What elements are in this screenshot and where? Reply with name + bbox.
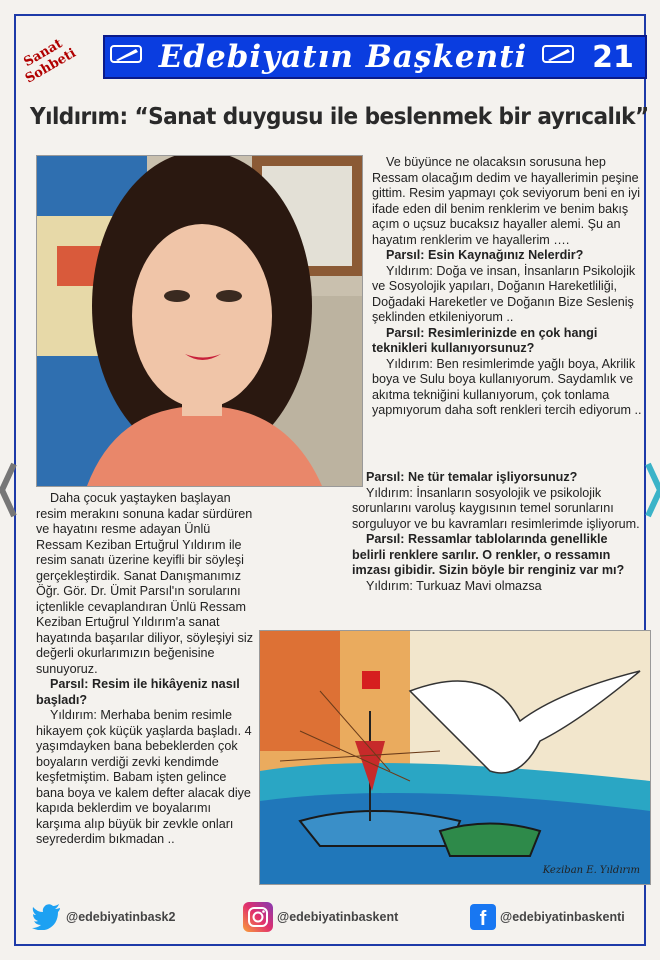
painting-signature: Keziban E. Yıldırım [542,865,640,876]
next-page-arrow-icon[interactable] [644,460,660,520]
interview-answer: Yıldırım: Ben resimlerimde yağlı boya, Akrilik boya ve Sulu boya kullanıyorum. Saydamlık ve akıtma tekniğini kullanıyorum, çok tonlama yapmıyorum daha soft renkleri tercih ediyorum .. [372,356,642,417]
magazine-title: Edebiyatın Başkenti [158,39,528,75]
interview-question: Parsıl: Resimlerinizde en çok hangi teknikleri kullanıyorsunuz? [372,325,598,355]
facebook-link[interactable] [470,900,625,934]
facebook-handle: @edebiyatinbaskenti [500,910,625,924]
section-ribbon: Sanat Sohbeti [21,36,79,87]
article-left-column [36,491,254,848]
article-paragraph: Ve büyünce ne olacaksın sorusuna hep Ressam olacağım dedim ve hayallerimin peşine gittim. Resim yapmayı çok seviyorum beni en iyi ifade eden dil benim renklerim ve benim bakış açım o uçsuz bucaksız hayaller alemi. Şu an hayatım renklerim ve hayallerim …. [372,155,641,247]
interview-question: Parsıl: Resim ile hikâyeniz nasıl başladı? [36,677,240,707]
article-right-column-lower [352,470,644,594]
twitter-handle: @edebiyatinbask2 [66,910,176,924]
quill-pen-icon [537,43,581,71]
twitter-icon [32,902,62,932]
interview-answer: Yıldırım: İnsanların sosyolojik ve psikolojik sorunlarını varoluş kaygısının temel sorunlarını sorguluyor ve bu kavramları resimlerimde işliyorum. [352,485,640,531]
artwork-painting-image [259,630,651,885]
interview-answer: Yıldırım: Doğa ve insan, İnsanların Psikolojik ve Sosyolojik yapıları, Doğanın Hareketliliği, Doğadaki Hareketler ve Doğanın Bize Sesleniş şeklinden etkileniyorum .. [372,263,636,324]
instagram-icon [243,902,273,932]
interview-question: Parsıl: Esin Kaynağınız Nelerdir? [386,248,584,262]
article-headline: Yıldırım: “Sanat duygusu ile beslenmek bir ayrıcalık” [30,104,649,130]
instagram-link[interactable] [243,900,398,934]
interview-question: Parsıl: Ne tür temalar işliyorsunuz? [366,470,578,484]
twitter-link[interactable] [32,900,175,934]
article-intro-paragraph: Daha çocuk yaştayken başlayan resim merakını sonuna kadar sürdüren ve hayatını resme adayan Ünlü Ressam Keziban Ertuğrul Yıldırım ile resim sanatı üzerine keyifli bir söyleşi gerçekleştirdik. Sanat Danışmanımız Öğr. Gör. Dr. Ümit Parsıl'ın sorularını içtenlikle cevaplandıran Ünlü Ressam Keziban Ertuğrul Yıldırım'a sanat hayatında başarılar diliyor, söyleşiyi siz değerli okurlarımızın beğenisine sunuyoruz. [36,491,253,676]
previous-page-arrow-icon[interactable] [0,460,18,520]
page-number: 21 [592,39,634,75]
facebook-icon: f [470,904,496,930]
interview-question: Parsıl: Ressamlar tablolarında genellikle belirli renklere sarılır. O renkler, o ressamın imzası gibidir. Sizin böyle bir renginiz var mı? [352,532,625,577]
instagram-handle: @edebiyatinbaskent [277,910,399,924]
quill-pen-icon [105,43,149,71]
magazine-banner [103,35,647,79]
interview-answer: Yıldırım: Turkuaz Mavi olmazsa [366,578,542,593]
article-right-column [372,155,644,419]
interview-answer: Yıldırım: Merhaba benim resimle hikayem çok küçük yaşlarda başladı. 4 yaşımdayken bana bebeklerden çok boyaların verdiği zevki kendimde keşfetmiştim. Babam işten gelince bana boya ve kalem defter alacak diye kapıda beklerdim ve boyalarımı karşıma alıp büyük bir zevkle onları seyrederdim bıkmadan .. [36,708,252,846]
artist-portrait-photo [36,155,363,487]
